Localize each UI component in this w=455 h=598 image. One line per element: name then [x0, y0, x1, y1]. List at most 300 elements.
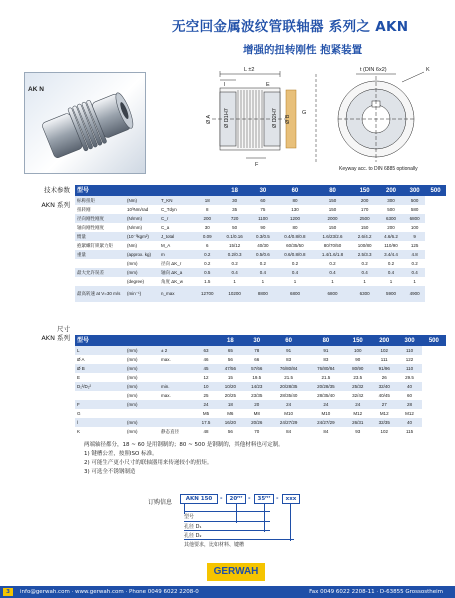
dim-phiD1: Ø D1H7: [224, 108, 230, 128]
table-cell: 0.09: [195, 232, 220, 241]
table-cell: 28: [397, 400, 421, 409]
table-cell: 200: [378, 223, 404, 232]
table-row: [75, 427, 446, 436]
table-cell: 20/28/35: [270, 382, 307, 391]
table-cell: 8: [195, 205, 220, 214]
table-cell: 200: [195, 214, 220, 223]
order-legend-d1: 孔径 D₁: [184, 521, 270, 530]
footer: [0, 586, 455, 598]
table-cell: 48: [195, 427, 217, 436]
table-cell: 24/27/29: [270, 418, 307, 427]
row-unit: (Nm): [125, 196, 159, 205]
row-label: [75, 391, 125, 400]
table-row: [75, 409, 446, 418]
table-cell: 12: [195, 373, 217, 382]
product-photo: [24, 72, 146, 174]
table-cell: 100/80: [351, 241, 377, 250]
table-cell: 5900: [378, 286, 404, 302]
table-cell: 6800: [314, 286, 352, 302]
table-row: [75, 346, 446, 355]
table-row: [75, 373, 446, 382]
dims-table-body: [75, 346, 446, 436]
col-size: 300: [397, 335, 421, 346]
table-cell: 0.2: [195, 250, 220, 259]
col-size: 18: [220, 185, 250, 196]
row-label: 扭转刚: [75, 205, 125, 214]
col-size: 60: [276, 185, 314, 196]
table-row: [75, 232, 446, 241]
order-separator: -: [220, 495, 223, 502]
table-cell: 1100: [250, 214, 276, 223]
row-symbol: ± 2: [159, 346, 195, 355]
dims-label-line2: AKN 系列: [41, 334, 70, 342]
table-row: [75, 214, 446, 223]
tech-section-label: [34, 186, 70, 210]
row-symbol: C_a: [159, 223, 195, 232]
tech-label-line2: AKN 系列: [41, 201, 70, 209]
dim-phiD2: Ø D2H7: [272, 108, 278, 128]
table-row: [75, 196, 446, 205]
table-cell: 16/20: [217, 418, 243, 427]
table-cell: 15/12: [220, 241, 250, 250]
table-cell: 50: [220, 223, 250, 232]
table-cell: 0.4: [351, 268, 377, 277]
row-label: K: [75, 427, 125, 436]
row-unit: (approx. kg): [125, 250, 159, 259]
table-cell: 150: [314, 223, 352, 232]
row-symbol: M_A: [159, 241, 195, 250]
row-symbol: C_r: [159, 214, 195, 223]
note-line: 2) 可能生产更小尺寸的联轴器用来传递较小的扭矩。: [84, 460, 213, 466]
table-cell: 6: [195, 241, 220, 250]
row-unit: (mm): [125, 382, 159, 391]
table-cell: M5: [195, 409, 217, 418]
table-cell: 0.2: [351, 259, 377, 268]
table-cell: 65: [217, 346, 243, 355]
table-cell: 580: [404, 205, 425, 214]
row-unit: (mm): [125, 427, 159, 436]
table-cell: 25/32: [345, 382, 371, 391]
row-label: E: [75, 373, 125, 382]
row-symbol: [159, 418, 195, 427]
table-cell: 1: [314, 277, 352, 286]
col-size: 500: [422, 335, 446, 346]
table-cell: 24/27/29: [307, 418, 344, 427]
table-cell: 91: [270, 346, 307, 355]
table-cell: M10: [307, 409, 344, 418]
table-cell: 26: [371, 373, 397, 382]
table-cell: 20/25: [217, 391, 243, 400]
table-cell: 20/28/35: [307, 382, 344, 391]
table-cell: 19.5: [244, 373, 270, 382]
row-unit: [125, 409, 159, 418]
table-cell: 125: [404, 241, 425, 250]
row-unit: (mm): [125, 400, 159, 409]
table-cell: 28/35/40: [270, 391, 307, 400]
table-cell: 91/96: [371, 364, 397, 373]
table-row: [75, 355, 446, 364]
row-label: L: [75, 346, 125, 355]
table-cell: 10200: [220, 286, 250, 302]
table-cell: 500: [378, 205, 404, 214]
table-cell: 27: [371, 400, 397, 409]
table-cell: 1.4/1.6/1.8: [314, 250, 352, 259]
order-code-model: AKN 150: [180, 494, 218, 504]
table-row: [75, 268, 446, 277]
dims-section-label: [34, 325, 70, 343]
header: [0, 0, 455, 190]
row-unit: (mm): [125, 346, 159, 355]
table-cell: 2000: [314, 214, 352, 223]
photo-label: AK N: [28, 86, 44, 93]
dim-G: G: [302, 110, 307, 116]
dim-l1: l: [224, 82, 226, 88]
table-cell: 24: [345, 400, 371, 409]
col-model: 型号: [75, 335, 217, 346]
row-label: G: [75, 409, 125, 418]
page-subtitle: 增强的扭转刚性 抱紧装置: [243, 44, 363, 56]
col-size: 80: [307, 335, 344, 346]
col-size: 150: [351, 185, 377, 196]
row-symbol: max.: [159, 391, 195, 400]
table-cell: 83: [270, 355, 307, 364]
row-unit: (min⁻¹): [125, 286, 159, 302]
table-cell: 300: [378, 196, 404, 205]
table-cell: 40: [397, 418, 421, 427]
row-label: Ø A: [75, 355, 125, 364]
col-size: 18: [217, 335, 243, 346]
note-line: 3) 可选全不锈钢制造: [84, 469, 136, 475]
table-cell: 76/80/84: [270, 364, 307, 373]
page-number: 3: [3, 588, 13, 596]
row-label: 重量: [75, 250, 125, 259]
col-size: 200: [371, 335, 397, 346]
col-model: 型号: [75, 185, 220, 196]
table-cell: M12: [345, 409, 371, 418]
row-symbol: 静态直径: [159, 427, 195, 436]
table-cell: 110: [397, 346, 421, 355]
table-cell: 46: [195, 355, 217, 364]
table-cell: 500: [404, 196, 425, 205]
row-symbol: min.: [159, 382, 195, 391]
table-cell: 110/90: [378, 241, 404, 250]
order-legend-model: 型号: [184, 511, 270, 520]
row-label: [75, 259, 125, 268]
table-row: [75, 250, 446, 259]
row-symbol: T_KN: [159, 196, 195, 205]
row-label: D₁²/D₂²: [75, 382, 125, 391]
table-cell: 30: [195, 223, 220, 232]
table-row: [75, 223, 446, 232]
table-cell: 24: [270, 400, 307, 409]
table-cell: 720: [220, 214, 250, 223]
dims-table: [75, 335, 446, 436]
technical-drawing: [206, 64, 452, 176]
table-cell: 91: [307, 346, 344, 355]
table-cell: 24: [307, 400, 344, 409]
table-cell: 115: [397, 427, 421, 436]
row-symbol: J_total: [159, 232, 195, 241]
table-cell: 0.4: [378, 268, 404, 277]
table-cell: 110: [397, 364, 421, 373]
table-cell: M12: [371, 409, 397, 418]
table-cell: 25: [195, 391, 217, 400]
table-cell: 0.2/0.3: [220, 250, 250, 259]
table-row: [75, 364, 446, 373]
col-size: 80: [314, 185, 352, 196]
row-symbol: 径向 ΔK_r: [159, 259, 195, 268]
table-cell: 0.4: [276, 268, 314, 277]
table-cell: 0.4: [250, 268, 276, 277]
order-code-d1: 20ᴴ⁷: [226, 494, 246, 504]
table-cell: 2500: [351, 214, 377, 223]
dim-L: L ±2: [244, 67, 255, 73]
order-info: [148, 494, 448, 554]
table-row: [75, 418, 446, 427]
table-cell: 84: [307, 427, 344, 436]
table-cell: 40/30: [250, 241, 276, 250]
order-legend-extra: 其他要求，比如材料、键槽: [184, 539, 294, 548]
row-symbol: [159, 373, 195, 382]
table-cell: 10/20: [217, 382, 243, 391]
table-cell: 15: [217, 373, 243, 382]
table-cell: 12700: [195, 286, 220, 302]
row-unit: 10³Nm/rad: [125, 205, 159, 214]
table-cell: 20: [244, 400, 270, 409]
table-cell: 75: [250, 205, 276, 214]
page-title: 无空回金属波纹管联轴器 系列之 AKN: [172, 19, 409, 35]
table-row: [75, 259, 446, 268]
table-cell: 0.1/0.16: [220, 232, 250, 241]
order-code-extra: xxx: [282, 494, 300, 504]
table-cell: 14/23: [244, 382, 270, 391]
table-cell: 23/35: [244, 391, 270, 400]
table-cell: 56: [217, 355, 243, 364]
row-unit: (mm): [125, 418, 159, 427]
row-symbol: C_Tdyn: [159, 205, 195, 214]
table-row: [75, 391, 446, 400]
table-cell: 70: [244, 427, 270, 436]
table-row: [75, 286, 446, 302]
table-cell: 90: [345, 355, 371, 364]
row-unit: (mm): [125, 259, 159, 268]
row-label: 最高转速 at V=30 m/s: [75, 286, 125, 302]
row-unit: (Nm): [125, 241, 159, 250]
table-cell: 76/80/84: [307, 364, 344, 373]
table-cell: 0.2: [195, 259, 220, 268]
table-cell: M12: [397, 409, 421, 418]
table-cell: 150: [314, 205, 352, 214]
row-unit: (degree): [125, 277, 159, 286]
dim-K: K: [426, 67, 430, 73]
table-cell: 3.4/4.4: [378, 250, 404, 259]
table-cell: 18: [195, 196, 220, 205]
table-cell: 80: [276, 223, 314, 232]
row-label: l: [75, 418, 125, 427]
row-label: [75, 277, 125, 286]
table-cell: 1: [220, 277, 250, 286]
table-cell: 56: [217, 427, 243, 436]
table-cell: 29.5: [397, 373, 421, 382]
row-label: 最大允许误差: [75, 268, 125, 277]
table-cell: 130: [276, 205, 314, 214]
table-cell: 122: [397, 355, 421, 364]
dim-F: F: [255, 162, 259, 168]
table-cell: 24: [195, 400, 217, 409]
table-cell: 20/26: [244, 418, 270, 427]
table-cell: 35: [220, 205, 250, 214]
table-cell: 26/31: [345, 418, 371, 427]
keyway-note: Keyway acc. to DIN 6885 optionally: [339, 166, 418, 172]
table-cell: 84: [270, 427, 307, 436]
gerwah-logo: GERWAH: [207, 563, 265, 581]
table-cell: 8800: [250, 286, 276, 302]
notes: [84, 441, 284, 477]
table-cell: 2.5/3.3: [351, 250, 377, 259]
row-label: 惯量: [75, 232, 125, 241]
table-cell: 1: [276, 277, 314, 286]
table-cell: 32/42: [345, 391, 371, 400]
table-cell: 60: [397, 391, 421, 400]
col-size: 150: [345, 335, 371, 346]
table-cell: 47/56: [217, 364, 243, 373]
row-unit: (N/mm): [125, 214, 159, 223]
dims-label-line1: 尺寸: [57, 325, 70, 333]
table-cell: M10: [270, 409, 307, 418]
table-cell: 21.5: [307, 373, 344, 382]
table-cell: M8: [244, 409, 270, 418]
table-cell: 23.5: [345, 373, 371, 382]
row-unit: (10⁻³kgm²): [125, 232, 159, 241]
table-row: [75, 205, 446, 214]
table-cell: 0.6/0.8/0.8: [276, 250, 314, 259]
row-symbol: 角度 ΔK_w: [159, 277, 195, 286]
table-cell: 57/66: [244, 364, 270, 373]
table-cell: 100: [345, 346, 371, 355]
table-cell: 40/45: [371, 391, 397, 400]
table-cell: 6800: [404, 214, 425, 223]
table-cell: 6800: [276, 286, 314, 302]
row-label: Ø B: [75, 364, 125, 373]
table-cell: 80: [276, 196, 314, 205]
table-row: [75, 277, 446, 286]
table-cell: 0.2: [276, 259, 314, 268]
table-cell: 18: [217, 400, 243, 409]
table-cell: 0.5: [195, 268, 220, 277]
table-cell: 170: [351, 205, 377, 214]
row-unit: (mm): [125, 355, 159, 364]
order-leader: [264, 504, 265, 532]
order-leader: [290, 504, 291, 541]
col-size: 60: [270, 335, 307, 346]
table-cell: 21.5: [270, 373, 307, 382]
table-cell: 0.2: [404, 259, 425, 268]
table-row: [75, 382, 446, 391]
table-cell: 0.2: [220, 259, 250, 268]
table-cell: 30: [220, 196, 250, 205]
col-size: 30: [244, 335, 270, 346]
row-unit: (mm): [125, 391, 159, 400]
table-row: [75, 241, 446, 250]
row-label: F: [75, 400, 125, 409]
row-unit: (mm): [125, 364, 159, 373]
table-cell: 0.4: [314, 268, 352, 277]
tech-table: [75, 185, 446, 302]
dim-phiB: Ø B: [285, 114, 291, 124]
table-cell: 93: [345, 427, 371, 436]
table-cell: 200: [351, 196, 377, 205]
table-cell: 0.2: [250, 259, 276, 268]
table-cell: 150: [314, 196, 352, 205]
table-cell: 6300: [378, 214, 404, 223]
table-cell: 0.4: [404, 268, 425, 277]
footer-contact: info@gerwah.com · www.gerwah.com · Phone 0049 6022 2208-0: [20, 589, 199, 595]
table-cell: 102: [371, 427, 397, 436]
table-cell: 60/35/50: [276, 241, 314, 250]
table-cell: 40: [397, 382, 421, 391]
row-label: 标称扭矩: [75, 196, 125, 205]
table-cell: 100: [404, 223, 425, 232]
table-cell: 111: [371, 355, 397, 364]
table-cell: 80/70/50: [314, 241, 352, 250]
table-cell: 0.3/0.5: [250, 232, 276, 241]
row-unit: (mm): [125, 268, 159, 277]
table-cell: 4.8: [404, 250, 425, 259]
row-symbol: 轴向 ΔK_a: [159, 268, 195, 277]
table-cell: 80/90: [345, 364, 371, 373]
table-cell: 90: [250, 223, 276, 232]
dim-din: t (DIN 6x2): [360, 67, 387, 73]
table-cell: 1200: [276, 214, 314, 223]
table-cell: 63: [195, 346, 217, 355]
tech-label-line1: 技术参数: [44, 186, 70, 194]
table-cell: 78: [244, 346, 270, 355]
table-cell: 2.6/4.2: [351, 232, 377, 241]
table-cell: 32/35: [371, 418, 397, 427]
row-symbol: m: [159, 250, 195, 259]
table-cell: 10: [195, 382, 217, 391]
row-symbol: n_max: [159, 286, 195, 302]
table-cell: 1: [351, 277, 377, 286]
col-size: 500: [425, 185, 446, 196]
col-size: 30: [250, 185, 276, 196]
table-cell: 66: [244, 355, 270, 364]
table-cell: 1.5: [195, 277, 220, 286]
col-size: 300: [404, 185, 425, 196]
note-line: 两端轴径都分，18 ~ 60 是用钢制的；80 ~ 500 是钢制的，其他材料也可定制。: [84, 442, 284, 448]
table-cell: 32/40: [371, 382, 397, 391]
table-cell: 0.4: [220, 268, 250, 277]
table-cell: 1: [378, 277, 404, 286]
row-symbol: max.: [159, 355, 195, 364]
row-label: 抱紧螺钉锁紧力矩: [75, 241, 125, 250]
row-label: 轴向刚性刚度: [75, 223, 125, 232]
order-label: 订购信息: [148, 499, 173, 506]
row-symbol: [159, 409, 195, 418]
table-cell: 45: [195, 364, 217, 373]
table-cell: 1.6/23/2.6: [314, 232, 352, 241]
table-cell: 0.2: [378, 259, 404, 268]
table-cell: 83: [307, 355, 344, 364]
table-cell: 4900: [404, 286, 425, 302]
footer-fax: Fax 0049 6022 2208-11 · D-63855 Grossostheim: [309, 589, 443, 595]
table-cell: 0.2: [314, 259, 352, 268]
table-cell: 102: [371, 346, 397, 355]
row-unit: (mm): [125, 373, 159, 382]
table-row: [75, 400, 446, 409]
table-cell: 17.5: [195, 418, 217, 427]
tech-table-body: [75, 196, 446, 302]
